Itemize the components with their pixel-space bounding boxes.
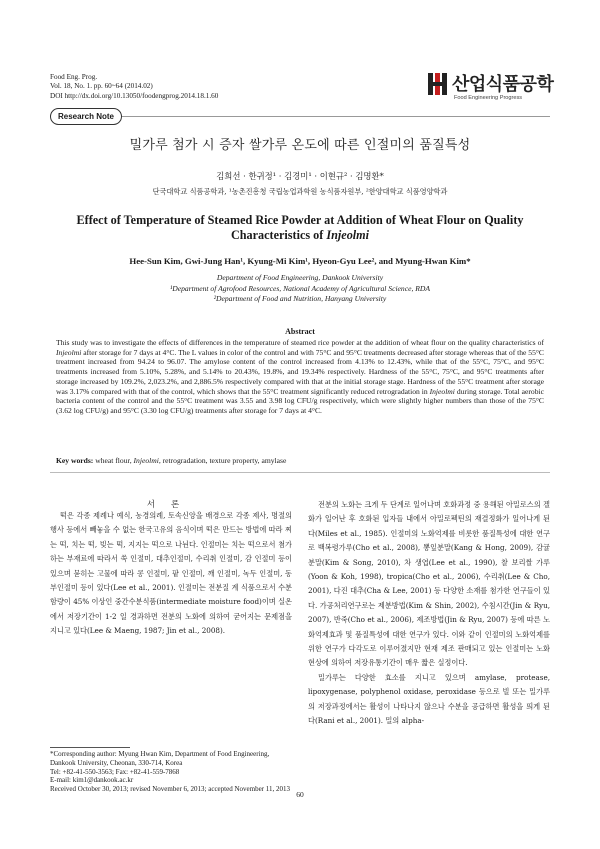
footnote-email: E-mail: kim1@dankook.ac.kr: [50, 776, 134, 785]
intro-paragraph: 밀가루는 다양한 효소를 지니고 있으며 amylase, protease, lipoxygenase, polyphenol oxidase, peroxidase 등으로 빌 또는 밀가루의 저장과정에서는 활성이 나타나지 않으나 수분을 공급하면 활성을 띄게 된다(Rani et al., 2001). 밀의 alpha-: [308, 672, 550, 726]
affiliation-line: Department of Food Engineering, Dankook University: [216, 273, 384, 282]
intro-paragraph: 전분의 노화는 크게 두 단계로 일어나며 호화과정 중 용해된 아밀로스의 겔화가 일어난 후 호화된 입자들 내에서 아밀로펙틴의 재결정화가 일어나게 된다(Miles et al., 1985). 인절미의 노화억제를 비롯한 품질특성에 대한 연구로 백복령가루(Cho et al., 2008), 뽕잎분말(Kang & Hong, 2009), 감귤분말(Kim & Song, 2010), 차 생엽(Lee et al., 1990), 찰 보리쌀 가루(Yoon & Koh, 1998), tropica(Cho et al., 2006), 수리취(Lee & Cho, 2001), 다진 대추(Cha & Lee, 2001) 등 다양한 소재를 첨가한 연구들이 있다. 가공처리연구로는 제분방법(Kim & Shin, 2002), 수침시간(Jin & Ryu, 2007), 반죽(Cho et al., 2006), 제조방법(Jin & Ryu, 2007) 등에 따른 노화억제효과 및 품질특성에 대한 연구가 있다. 이와 같이 인절미의 노화억제를 위한 연구가 다각도로 이루어졌지만 현재 제조 판매되고 있는 인절미는 노화현상에 의하여 저장유통기간이 매우 짧은 실정이다.: [308, 500, 550, 668]
keywords-text: , retrogradation, texture property, amylase: [158, 456, 287, 465]
footnote-received: Received October 30, 2013; revised November 6, 2013; accepted November 11, 2013: [50, 785, 290, 794]
keywords: [56, 456, 544, 465]
authors-english: Hee-Sun Kim, Gwi-Jung Han¹, Kyung-Mi Kim¹, Hyeon-Gyu Lee², and Myung-Hwan Kim*: [129, 256, 471, 266]
affiliation-line: ¹Department of Agrofood Resources, National Academy of Agricultural Science, RDA: [169, 283, 431, 293]
intro-left-column: [50, 509, 292, 639]
title-english-italic: Injeolmi: [326, 228, 370, 242]
title-korean: 밀가루 첨가 시 증자 쌀가루 온도에 따른 인절미의 품질특성: [129, 138, 471, 153]
abstract-text: This study was to investigate the effects of differences in the temperature of steamed rice powder at the addition of wheat flour on the quality characteristics of: [56, 338, 544, 347]
journal-logo-subtitle: Food Engineering Progress: [454, 95, 523, 101]
journal-logo: [426, 68, 554, 108]
intro-paragraph: 떡은 각종 제례나 예식, 농경의례, 토속신앙을 배경으로 각종 제사, 명절의 행사 등에서 빼놓을 수 없는 한국고유의 음식이며 떡은 만드는 방법에 따라 찌는 떡, 치는 떡, 빚는 떡, 지지는 떡으로 나뉜다. 인절미는 치는 떡으로서 첨가하는 부재료에 따라서 쑥 인절미, 대추인절미, 수리취 인절미, 감 인절미 등이 있으며 묻히는 고물에 따라 콩 인절미, 팥 인절미, 깨 인절미, 녹두 인절미, 동부인절미 등이 있다(Lee et al., 2001). 인절미는 전분질 계 식품으로서 수분함량이 45% 이상인 중간수분식품(intermediate moisture food)이며 실온에서 저장기간이 1-2 일 경과하면 전분의 노화에 의하여 굳어지는 문제점을 지니고 있다(Lee & Maeng, 1987; Jin et al., 2008).: [50, 511, 292, 636]
footnote: [50, 750, 292, 794]
title-english: [60, 213, 540, 243]
intro-heading: 서론: [146, 500, 196, 510]
footnote-tel: Tel: +82-41-550-3563; Fax: +82-41-559-7868: [50, 767, 180, 776]
affiliation-line: ²Department of Food and Nutrition, Hanyang University: [213, 294, 387, 304]
abstract-body: [56, 338, 544, 416]
affiliations-english: [0, 273, 600, 305]
title-english-main: Effect of Temperature of Steamed Rice Powder at Addition of Wheat Flour on Quality Characteristics of: [76, 213, 524, 242]
abstract-rule: [50, 472, 550, 473]
intro-right-column: [308, 498, 550, 729]
journal-logo-icon: [426, 70, 450, 98]
abstract-text: after storage for 7 days at 4°C. The L values in color of the control and with 75°C and 95°C treatments decreased after storage whereas that of the 55°C treatment increased from 94.24 to 96.07. The amylose content of the control increased from 4.13% to 12.43%, while that of the 55°C, 75°C, and 95°C treatments increased from 5.10%, 5.28%, and 5.14% to 20.43%, 19.8%, and 19.34% respectively. Hardness of the 55°C, 75°C, and 95°C treatments after storage increased by 109.2%, 2,023.2%, and 2,886.5% respectively compared with that at the initial storage stage. Hardness of the 55°C treatment after storage was 3.17% compared with that of the control, which shows that the 55°C treatment significantly reduced retrogradation in: [56, 347, 544, 396]
authors-korean: 김희선 · 한귀정¹ · 김경미¹ · 이현규² · 김명환*: [216, 171, 384, 181]
abstract-heading: Abstract: [285, 327, 315, 336]
abstract-text: during storage. Total aerobic bacteria content of the control and the 55°C treatment was 3.55 and 3.98 log CFU/g respectively, which were slightly higher numbers than those of the 75°C (3.62 log CFU/g) and 95°C (3.30 log CFU/g) treatments after storage for 7 days at 4°C.: [56, 386, 545, 415]
affiliations-korean: 단국대학교 식품공학과, ¹농촌진흥청 국립농업과학원 농식품자원부, ²한양대학교 식품영양학과: [152, 187, 448, 196]
journal-info: [50, 73, 218, 101]
abstract-italic: Injeolmi: [429, 386, 455, 396]
footnote-rule: [50, 747, 130, 748]
journal-logo-text: 산업식품공학: [452, 74, 554, 95]
header-rule: [50, 116, 550, 117]
page-number: 60: [296, 790, 304, 799]
footnote-corresponding: *Corresponding author: Myung Hwan Kim, Department of Food Engineering, Dankook University, Cheonan, 330-714, Korea: [50, 750, 270, 767]
keywords-text: wheat flour,: [93, 456, 134, 465]
journal-doi: DOI http://dx.doi.org/10.13050/foodengprog.2014.18.1.60: [50, 91, 219, 100]
keywords-label: Key words:: [56, 456, 94, 465]
journal-name: Food Eng. Prog.: [50, 73, 98, 81]
abstract-italic: Injeolmi: [56, 347, 82, 357]
article-type-badge: Research Note: [50, 108, 122, 125]
journal-volume: Vol. 18, No. 1. pp. 60~64 (2014.02): [50, 82, 153, 91]
keywords-italic: Injeolmi: [133, 456, 159, 465]
